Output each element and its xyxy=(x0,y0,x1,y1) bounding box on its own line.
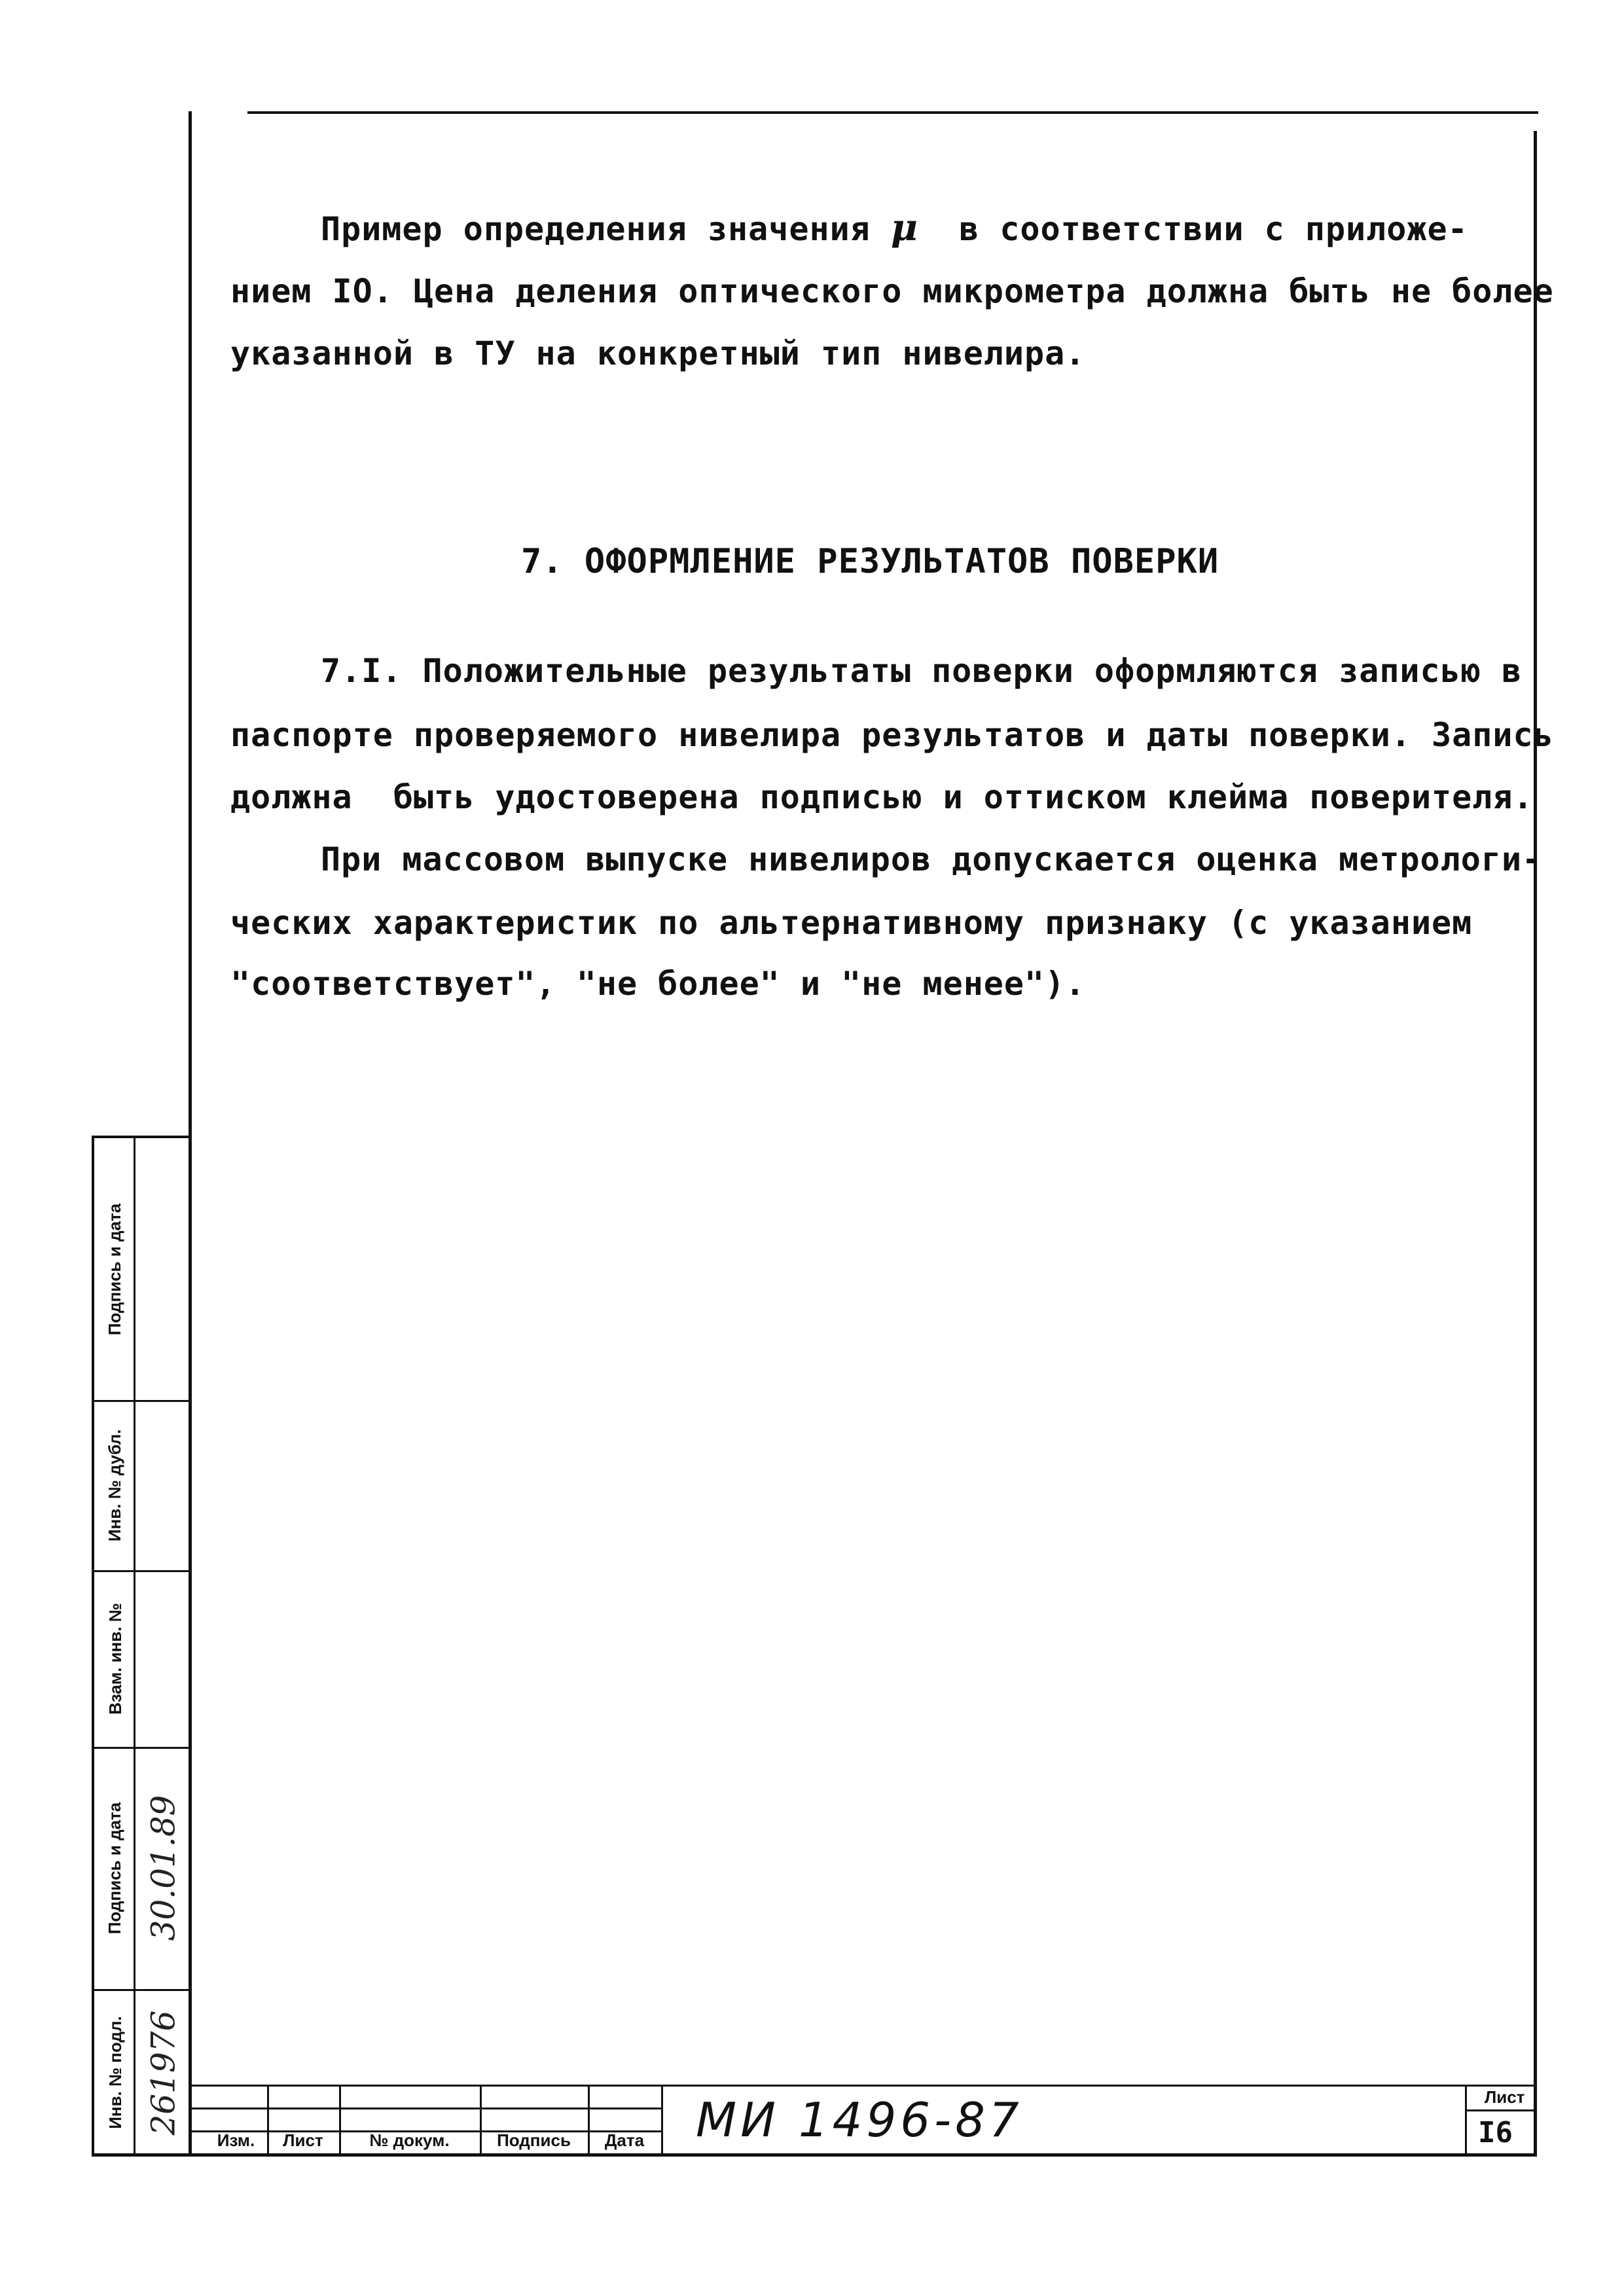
stamp-col-divider xyxy=(1465,2085,1467,2153)
section-heading: 7. ОФОРМЛЕНИЕ РЕЗУЛЬТАТОВ ПОВЕРКИ xyxy=(521,542,1219,581)
frame-bottom-border xyxy=(92,2153,1537,2157)
sheet-label: Лист xyxy=(1485,2087,1525,2107)
sheet-number: I6 xyxy=(1478,2116,1513,2149)
stamp-col-signature: Подпись xyxy=(497,2130,571,2150)
side-label-inv-dubl: Инв. № дубл. xyxy=(105,1429,125,1541)
paragraph-3-line-2: ческих характеристик по альтернативному признаку (с указанием xyxy=(230,904,1473,942)
document-number: МИ 1496-87 xyxy=(696,2092,1023,2147)
handwritten-inventory-number: 261976 xyxy=(144,2010,183,2135)
paragraph-1-line-1a: Пример определения значения xyxy=(321,210,871,248)
stamp-col-doc-number: № докум. xyxy=(369,2130,450,2150)
side-stamp xyxy=(92,1136,189,2153)
stamp-rule xyxy=(192,2108,663,2109)
side-label-inv-podl: Инв. № подл. xyxy=(105,2016,125,2129)
frame-right-border xyxy=(1534,131,1537,2155)
paragraph-1-line-1b: в соответствии с приложе- xyxy=(959,210,1468,248)
paragraph-1-line-1 xyxy=(321,206,1468,249)
paragraph-1-line-2: нием IO. Цена деления оптического микрометра должна быть не более xyxy=(230,272,1554,310)
paragraph-3-line-3: "соответствует", "не более" и "не менее"). xyxy=(230,965,1086,1003)
side-label-signature-date-bottom: Подпись и дата xyxy=(105,1802,125,1934)
side-label-vzam-inv: Взам. инв. № xyxy=(105,1602,125,1715)
stamp-rule xyxy=(192,2085,663,2087)
handwritten-date: 30.01.89 xyxy=(144,1795,183,1941)
paragraph-1-line-3: указанной в ТУ на конкретный тип нивелира. xyxy=(230,334,1086,372)
paragraph-2-line-1: 7.I. Положительные результаты поверки оформляются записью в xyxy=(321,652,1523,690)
stamp-col-divider xyxy=(661,2085,663,2153)
stamp-col-date: Дата xyxy=(604,2130,645,2150)
paragraph-2-line-3: должна быть удостоверена подписью и оттиском клейма поверителя. xyxy=(230,778,1534,816)
stamp-col-list: Лист xyxy=(283,2130,323,2150)
stamp-col-izm: Изм. xyxy=(217,2130,255,2150)
bottom-stamp xyxy=(192,2085,1534,2153)
mu-symbol: μ xyxy=(890,206,918,249)
paragraph-2-line-2: паспорте проверяемого нивелира результатов и даты поверки. Запись xyxy=(230,716,1554,754)
frame-top-border xyxy=(247,111,1538,114)
paragraph-3-line-1: При массовом выпуске нивелиров допускается оценка метрологи- xyxy=(321,840,1543,878)
side-label-signature-date-top: Подпись и дата xyxy=(105,1203,125,1335)
sheet-rule xyxy=(1467,2109,1534,2111)
stamp-rule xyxy=(663,2085,1534,2087)
